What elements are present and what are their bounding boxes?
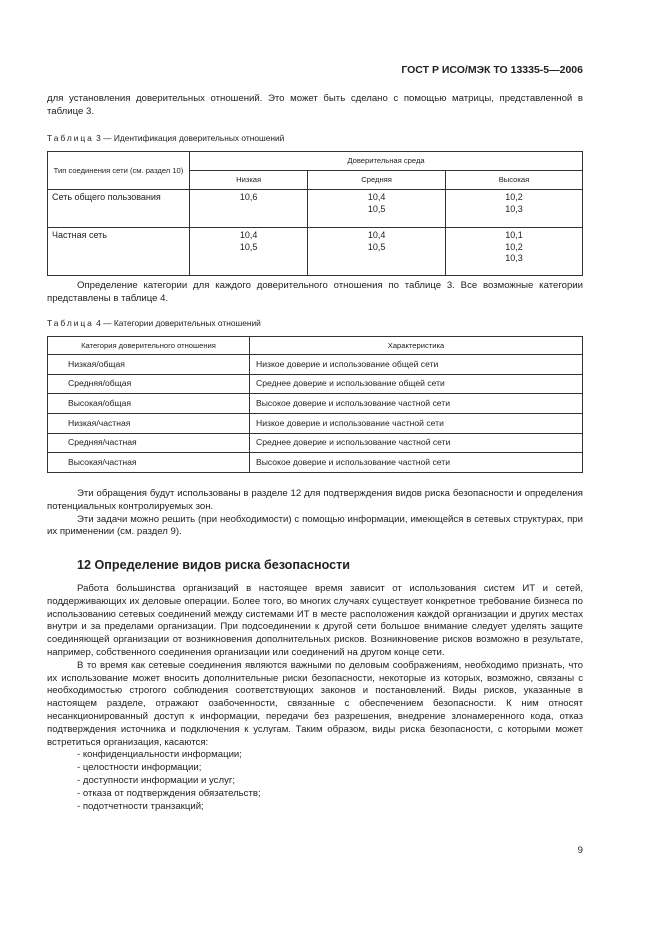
row-label: Частная сеть bbox=[48, 228, 190, 276]
caption-prefix: Таблица bbox=[47, 133, 94, 143]
table-row bbox=[48, 228, 583, 276]
cell: Среднее доверие и использование общей сети bbox=[250, 374, 583, 394]
table-row bbox=[48, 190, 583, 228]
cell: 10,6 bbox=[190, 190, 308, 228]
table3-col0-header: Тип соединения сети (см. раздел 10) bbox=[48, 152, 190, 190]
cell: Высокая/частная bbox=[48, 453, 250, 473]
list-item: - доступности информации и услуг; bbox=[77, 774, 236, 786]
table-row bbox=[48, 453, 583, 473]
cell: 10,1 10,2 10,3 bbox=[445, 228, 582, 276]
table4-caption bbox=[47, 318, 583, 328]
list-item: - отказа от подтверждения обязательств; bbox=[77, 787, 261, 799]
paragraph: для установления доверительных отношений. Это может быть сделано с помощью матрицы, представленной в таблице 3. bbox=[47, 93, 583, 117]
cell: 10,2 10,3 bbox=[445, 190, 582, 228]
cell: Низкая/частная bbox=[48, 414, 250, 434]
paragraph: В то время как сетевые соединения являются важными по деловым соображениям, необходимо признать, что их использование может вносить дополнительные риски безопасности, некоторые из которых, возможно, связаны с необходимостью строгого соблюдения соответствующих законов и постановлений. Виды рисков, указанные в настоящем разделе, отражают озабоченности, связанные с обеспечением безопасности. К ним относят несанкционированный доступ к информации, передачи без разрешения, внедрение злонамеренного кода, отказ подтверждения источника и подключения к услугам. Таким образом, виды риска безопасности, с которыми может встретиться организация, касаются: bbox=[47, 659, 583, 748]
table-row bbox=[48, 355, 583, 375]
list-item: - подотчетности транзакций; bbox=[77, 800, 204, 812]
section-body bbox=[47, 583, 583, 813]
cell: Низкое доверие и использование частной сети bbox=[250, 414, 583, 434]
text-block bbox=[47, 488, 583, 539]
paragraph: Определение категории для каждого доверительного отношения по таблице 3. Все возможные категории представлены в таблице 4. bbox=[47, 280, 583, 304]
list-item: - целостности информации; bbox=[77, 762, 202, 774]
table4-header: Категория доверительного отношения bbox=[48, 337, 250, 355]
table3-header: Низкая bbox=[190, 171, 308, 190]
row-label: Сеть общего пользования bbox=[48, 190, 190, 228]
table-row bbox=[48, 374, 583, 394]
caption-text: 4 — Категории доверительных отношений bbox=[96, 318, 261, 328]
table3 bbox=[47, 151, 583, 276]
table3-caption bbox=[47, 133, 583, 143]
cell: 10,4 10,5 bbox=[308, 190, 446, 228]
paragraph: Эти обращения будут использованы в разделе 12 для подтверждения видов риска безопасности и определения потенциальных контролируемых зон. bbox=[47, 488, 583, 512]
cell: Высокая/общая bbox=[48, 394, 250, 414]
list-item: - конфиденциальности информации; bbox=[77, 749, 242, 761]
cell: Среднее доверие и использование частной сети bbox=[250, 433, 583, 453]
table3-group-header: Доверительная среда bbox=[190, 152, 583, 171]
cell: 10,4 10,5 bbox=[308, 228, 446, 276]
cell: Низкая/общая bbox=[48, 355, 250, 375]
paragraph: Работа большинства организаций в настоящее время зависит от использования систем ИТ и сетей, поддерживающих их деловые операции. Более того, во многих случаях существует конкретное требование бизнеса по использованию сетевых соединений между системами ИТ в месте расположения каждой организации и других местах внутри и за пределами организации. При подсоединении к другой сети большое внимание следует уделять защите соединяющей организации от возникновения дополнительных рисков. Возникновение рисков возможно в результате, например, собственного соединения организации или соединений на другом конце сети. bbox=[47, 583, 583, 658]
cell: Высокое доверие и использование частной сети bbox=[250, 453, 583, 473]
page-number: 9 bbox=[577, 845, 583, 856]
cell: Высокое доверие и использование частной сети bbox=[250, 394, 583, 414]
table3-header: Высокая bbox=[445, 171, 582, 190]
caption-text: 3 — Идентификация доверительных отношений bbox=[96, 133, 285, 143]
cell: Средняя/общая bbox=[48, 374, 250, 394]
table3-header: Средняя bbox=[308, 171, 446, 190]
caption-prefix: Таблица bbox=[47, 318, 94, 328]
paragraph: Эти задачи можно решить (при необходимости) с помощью информации, имеющейся в сетевых структурах, при их применении (см. раздел 9). bbox=[47, 513, 583, 538]
table-row bbox=[48, 433, 583, 453]
table-row bbox=[48, 414, 583, 434]
document-header: ГОСТ Р ИСО/МЭК ТО 13335-5—2006 bbox=[401, 64, 583, 76]
table4-header: Характеристика bbox=[250, 337, 583, 355]
cell: Средняя/частная bbox=[48, 433, 250, 453]
cell: Низкое доверие и использование общей сети bbox=[250, 355, 583, 375]
table4 bbox=[47, 336, 583, 473]
section-heading: 12 Определение видов риска безопасности bbox=[77, 558, 351, 572]
table-row bbox=[48, 394, 583, 414]
cell: 10,4 10,5 bbox=[190, 228, 308, 276]
